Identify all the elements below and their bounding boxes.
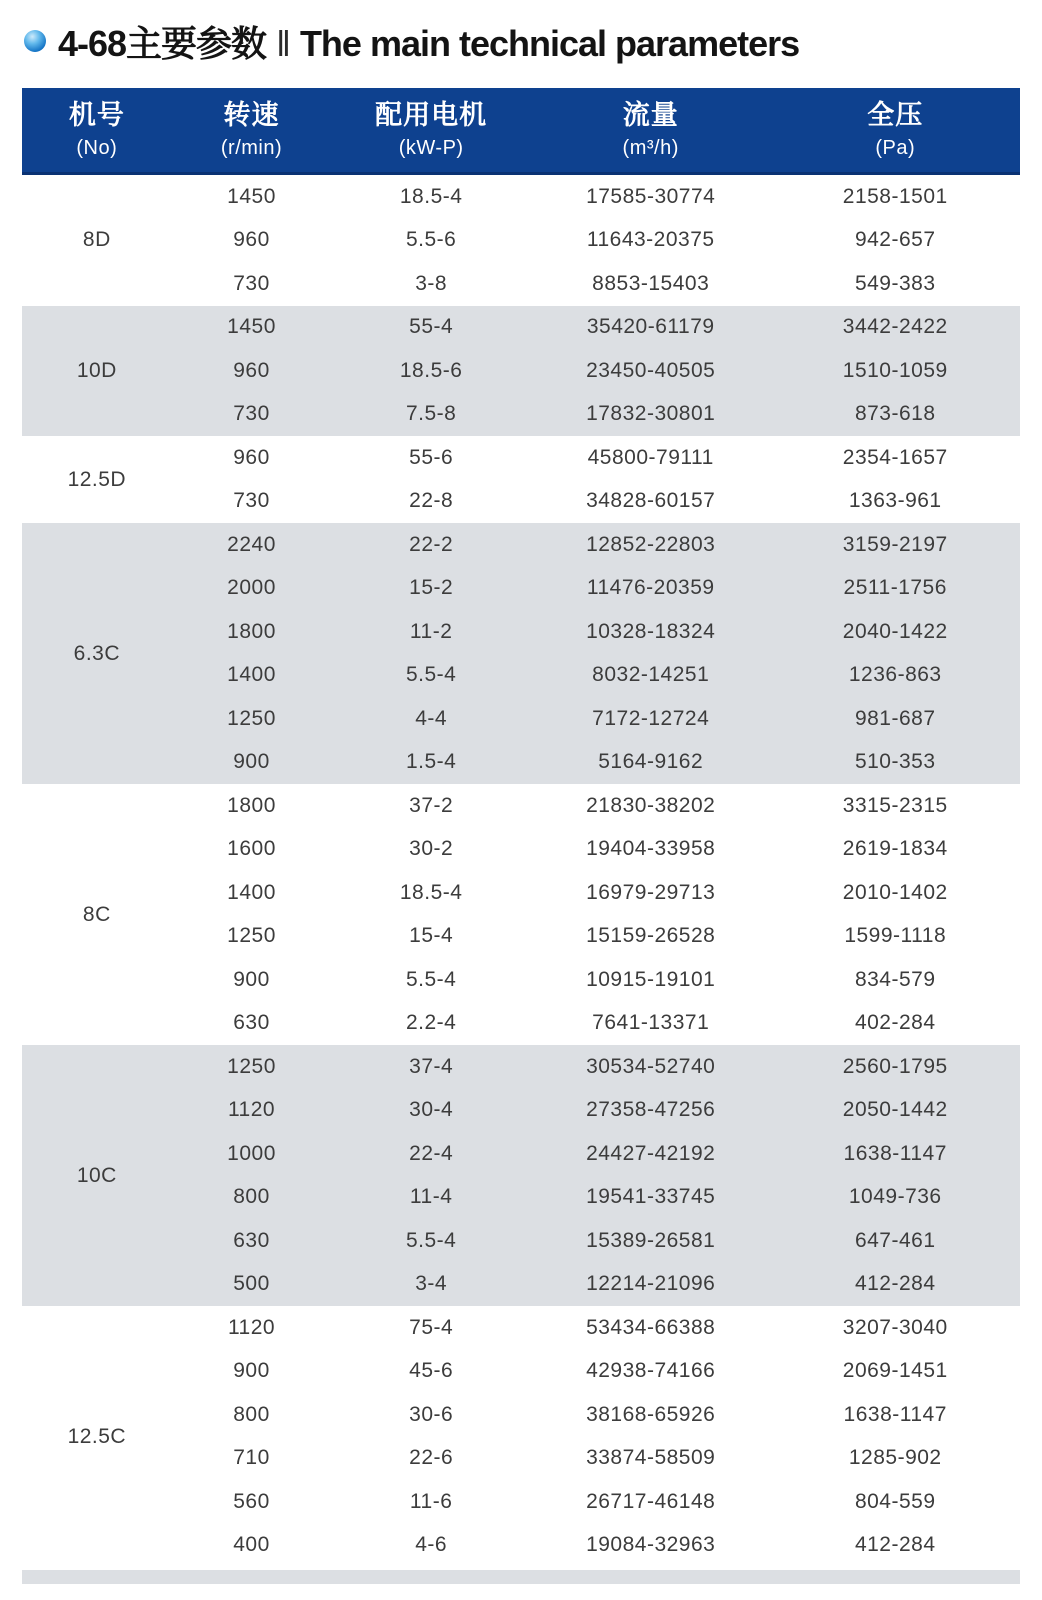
table-cell: 2069-1451 — [842, 1359, 948, 1383]
column-header-label: 流量 — [622, 100, 679, 131]
table-cell: 412-284 — [854, 1272, 936, 1296]
table-cell: 1000 — [227, 1141, 276, 1165]
table-cell: 55-6 — [409, 445, 454, 469]
table-row — [22, 349, 1020, 393]
table-cell: 1450 — [227, 184, 276, 208]
fan-size-label: 8D — [82, 228, 111, 252]
table-cell: 55-4 — [409, 315, 454, 339]
table-cell: 30-4 — [409, 1098, 454, 1122]
table-cell: 22-2 — [409, 532, 454, 556]
column-header-speed — [172, 88, 332, 174]
table-row — [22, 915, 1020, 959]
table-cell: 22-8 — [409, 489, 454, 513]
column-header-unit: (No) — [76, 136, 118, 159]
table-cell: 1.5-4 — [405, 750, 457, 774]
table-row — [22, 219, 1020, 263]
table-cell: 23450-40505 — [586, 358, 716, 382]
table-cell: 15159-26528 — [586, 924, 716, 948]
fan-size-label: 12.5D — [67, 467, 127, 491]
table-row — [22, 1480, 1020, 1524]
table-cell: 30534-52740 — [586, 1054, 716, 1078]
table-cell: 549-383 — [854, 271, 936, 295]
table-cell: 11-2 — [409, 619, 453, 643]
table-cell: 2354-1657 — [842, 445, 948, 469]
table-header-row — [22, 88, 1020, 174]
table-row — [22, 436, 1020, 480]
table-cell: 18.5-4 — [399, 184, 463, 208]
table-row — [22, 697, 1020, 741]
table-cell: 1400 — [227, 880, 276, 904]
table-cell: 15-2 — [409, 576, 454, 600]
table-cell: 3207-3040 — [842, 1315, 948, 1339]
table-cell: 75-4 — [409, 1315, 454, 1339]
table-cell: 1250 — [227, 924, 276, 948]
table-cell: 1450 — [227, 315, 276, 339]
table-row — [22, 741, 1020, 785]
table-cell: 2560-1795 — [842, 1054, 948, 1078]
table-cell: 5.5-4 — [405, 967, 457, 991]
table-cell: 42938-74166 — [586, 1359, 716, 1383]
table-cell: 1599-1118 — [844, 924, 947, 948]
table-cell: 30-6 — [409, 1402, 454, 1426]
table-cell: 2000 — [227, 576, 276, 600]
table-cell: 2158-1501 — [842, 184, 948, 208]
table-cell: 19404-33958 — [586, 837, 716, 861]
table-row — [22, 174, 1020, 219]
table-row — [22, 1437, 1020, 1481]
table-cell: 7.5-8 — [405, 402, 457, 426]
table-row — [22, 1002, 1020, 1046]
table-row — [22, 1263, 1020, 1307]
table-row — [22, 784, 1020, 828]
table-cell: 2.2-4 — [405, 1011, 457, 1035]
table-cell: 960 — [233, 358, 270, 382]
page-title — [58, 16, 799, 67]
table-cell: 2511-1756 — [843, 576, 947, 600]
table-cell: 15-4 — [409, 924, 454, 948]
table-cell: 942-657 — [854, 228, 936, 252]
table-cell: 8032-14251 — [592, 663, 710, 687]
column-header-no — [22, 88, 172, 174]
table-cell: 3315-2315 — [842, 793, 948, 817]
table-cell: 11476-20359 — [586, 576, 715, 600]
table-cell: 5.5-4 — [405, 1228, 457, 1252]
table-cell: 900 — [233, 1359, 270, 1383]
next-section-strip — [22, 1570, 1020, 1584]
column-header-flow — [531, 88, 771, 174]
table-cell: 38168-65926 — [586, 1402, 716, 1426]
table-cell: 710 — [233, 1446, 270, 1470]
table-cell: 34828-60157 — [586, 489, 716, 513]
table-row — [22, 1089, 1020, 1133]
table-cell: 19541-33745 — [586, 1185, 716, 1209]
table-cell: 647-461 — [854, 1228, 936, 1252]
table-cell: 2050-1442 — [842, 1098, 948, 1122]
table-row — [22, 1306, 1020, 1350]
page-header — [24, 18, 799, 64]
table-cell: 960 — [233, 228, 270, 252]
table-row — [22, 1045, 1020, 1089]
table-cell: 1638-1147 — [843, 1402, 947, 1426]
title-separator: ‖ — [276, 22, 290, 64]
table-cell: 730 — [233, 271, 270, 295]
column-header-unit: (Pa) — [875, 136, 916, 159]
table-cell: 33874-58509 — [586, 1446, 716, 1470]
table-cell: 7172-12724 — [592, 706, 710, 730]
table-cell: 900 — [233, 750, 270, 774]
table-cell: 37-4 — [409, 1054, 454, 1078]
table-row — [22, 1393, 1020, 1437]
table-cell: 10915-19101 — [586, 967, 716, 991]
table-row — [22, 567, 1020, 611]
table-row — [22, 828, 1020, 872]
table-cell: 800 — [233, 1402, 270, 1426]
table-cell: 3-4 — [415, 1272, 448, 1296]
table-cell: 15389-26581 — [586, 1228, 716, 1252]
fan-size-label: 8C — [82, 902, 111, 926]
table-cell: 1236-863 — [848, 663, 942, 687]
table-cell: 35420-61179 — [586, 315, 715, 339]
fan-size-label: 12.5C — [67, 1424, 127, 1448]
table-cell: 2240 — [227, 532, 276, 556]
table-cell: 1363-961 — [848, 489, 942, 513]
table-cell: 1800 — [227, 619, 276, 643]
table-cell: 1049-736 — [848, 1185, 942, 1209]
table-cell: 1120 — [227, 1098, 276, 1122]
column-header-unit: (r/min) — [220, 136, 283, 159]
table-row — [22, 480, 1020, 524]
table-cell: 800 — [233, 1185, 270, 1209]
table-cell: 5.5-4 — [405, 663, 457, 687]
table-row — [22, 306, 1020, 350]
fan-size-label: 6.3C — [73, 641, 121, 665]
table-row — [22, 1176, 1020, 1220]
column-header-motor — [331, 88, 531, 174]
table-cell: 10328-18324 — [586, 619, 716, 643]
table-cell: 12214-21096 — [586, 1272, 716, 1296]
table-row — [22, 654, 1020, 698]
title-zh: 4-68主要参数 — [58, 22, 267, 64]
table-cell: 18.5-4 — [399, 880, 463, 904]
column-header-label: 全压 — [867, 100, 924, 131]
table-cell: 834-579 — [854, 967, 936, 991]
table-cell: 16979-29713 — [586, 880, 716, 904]
table-cell: 1285-902 — [848, 1446, 942, 1470]
table-cell: 730 — [233, 489, 270, 513]
fan-size-label: 10C — [76, 1163, 117, 1187]
table-cell: 3159-2197 — [842, 532, 948, 556]
column-header-pressure — [770, 88, 1020, 174]
table-cell: 45-6 — [409, 1359, 454, 1383]
table-cell: 630 — [233, 1011, 270, 1035]
table-cell: 560 — [233, 1489, 270, 1513]
table-body — [22, 174, 1020, 1568]
column-header-label: 配用电机 — [375, 100, 488, 131]
table-cell: 11-6 — [409, 1489, 453, 1513]
table-cell: 18.5-6 — [399, 358, 463, 382]
table-cell: 1638-1147 — [843, 1141, 947, 1165]
table-cell: 22-4 — [409, 1141, 454, 1165]
table-cell: 21830-38202 — [586, 793, 716, 817]
table-row — [22, 393, 1020, 437]
table-cell: 27358-47256 — [586, 1098, 716, 1122]
table-cell: 19084-32963 — [586, 1533, 716, 1557]
table-cell: 11643-20375 — [586, 228, 715, 252]
table-cell: 12852-22803 — [586, 532, 716, 556]
table-cell: 630 — [233, 1228, 270, 1252]
column-header-unit: (kW-P) — [398, 136, 464, 159]
table-cell: 804-559 — [854, 1489, 936, 1513]
table-cell: 22-6 — [409, 1446, 454, 1470]
table-cell: 4-6 — [415, 1533, 448, 1557]
table-row — [22, 523, 1020, 567]
column-header-label: 转速 — [223, 100, 280, 131]
title-en: The main technical parameters — [299, 22, 800, 64]
table-cell: 960 — [233, 445, 270, 469]
table-cell: 900 — [233, 967, 270, 991]
table-cell: 7641-13371 — [592, 1011, 710, 1035]
table-cell: 45800-79111 — [587, 445, 714, 469]
bullet-icon — [24, 30, 46, 52]
table-cell: 402-284 — [854, 1011, 936, 1035]
table-cell: 412-284 — [854, 1533, 936, 1557]
table-cell: 8853-15403 — [592, 271, 710, 295]
table-cell: 3-8 — [415, 271, 448, 295]
table-cell: 5164-9162 — [598, 750, 704, 774]
table-row — [22, 1350, 1020, 1394]
table-cell: 2010-1402 — [842, 880, 948, 904]
table-cell: 26717-46148 — [586, 1489, 716, 1513]
table-row — [22, 871, 1020, 915]
table-cell: 17832-30801 — [586, 402, 716, 426]
fan-size-label: 10D — [76, 358, 117, 382]
table-cell: 11-4 — [409, 1185, 453, 1209]
table-row — [22, 610, 1020, 654]
table-cell: 1250 — [227, 706, 276, 730]
table-cell: 30-2 — [409, 837, 454, 861]
table-cell: 1600 — [227, 837, 276, 861]
column-header-unit: (m³/h) — [622, 136, 679, 159]
table-cell: 4-4 — [415, 706, 448, 730]
column-header-label: 机号 — [68, 100, 125, 131]
table-cell: 5.5-6 — [405, 228, 457, 252]
table-cell: 873-618 — [854, 402, 936, 426]
parameters-table — [22, 88, 1020, 1567]
table-cell: 1510-1059 — [842, 358, 948, 382]
table-cell: 53434-66388 — [586, 1315, 716, 1339]
table-cell: 500 — [233, 1272, 270, 1296]
table-header — [22, 88, 1020, 174]
table-cell: 1800 — [227, 793, 276, 817]
table-row — [22, 262, 1020, 306]
table-cell: 1400 — [227, 663, 276, 687]
table-cell: 37-2 — [409, 793, 454, 817]
table-row — [22, 1132, 1020, 1176]
table-row — [22, 958, 1020, 1002]
table-cell: 400 — [233, 1533, 270, 1557]
table-cell: 981-687 — [854, 706, 936, 730]
table-cell: 510-353 — [854, 750, 936, 774]
table-row — [22, 1524, 1020, 1568]
table-cell: 2619-1834 — [842, 837, 948, 861]
table-cell: 1250 — [227, 1054, 276, 1078]
table-cell: 1120 — [227, 1315, 276, 1339]
table-cell: 2040-1422 — [842, 619, 948, 643]
table-cell: 730 — [233, 402, 270, 426]
table-cell: 3442-2422 — [842, 315, 948, 339]
table-row — [22, 1219, 1020, 1263]
table-cell: 24427-42192 — [586, 1141, 716, 1165]
table-cell: 17585-30774 — [586, 184, 716, 208]
